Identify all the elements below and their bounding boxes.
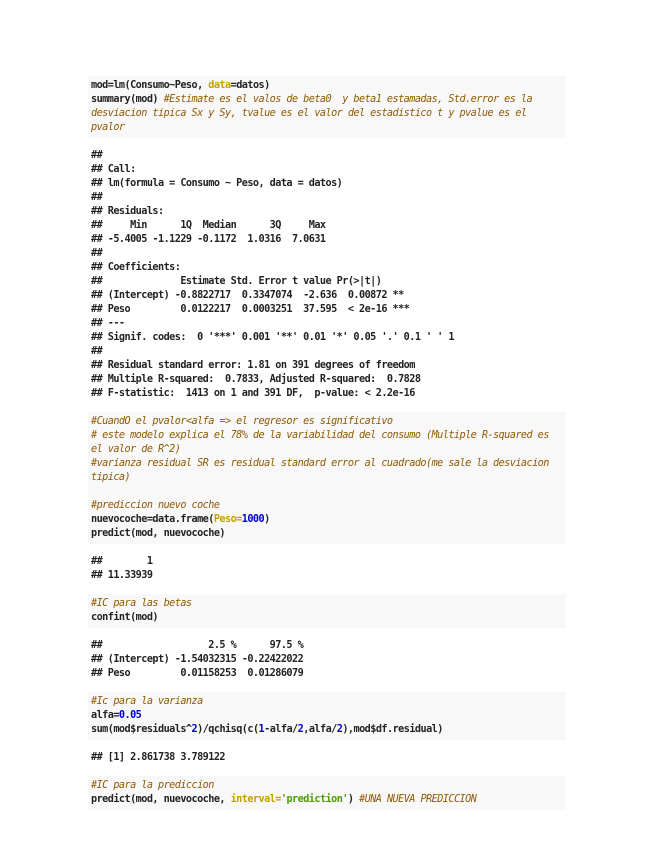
code-block-variance <box>88 692 566 740</box>
code-comment: #CuandO el pvalor<alfa => el regresor es significativo <box>91 416 393 427</box>
output-block-confint <box>88 636 566 684</box>
code-block-prediction <box>88 412 566 544</box>
code-text: ),mod$df.residual) <box>342 724 443 735</box>
code-comment-line <box>91 457 563 485</box>
code-text: ) <box>264 514 270 525</box>
output-line: ## 1 <box>91 556 153 567</box>
code-comment-line <box>91 429 563 457</box>
code-block-model <box>88 76 566 138</box>
code-line <box>91 723 563 737</box>
output-line: ## <box>91 346 103 357</box>
code-text: ) <box>347 794 360 805</box>
code-line <box>91 527 563 541</box>
output-line: ## --- <box>91 318 125 329</box>
code-number: 1000 <box>241 514 265 525</box>
code-comment-line <box>91 695 563 709</box>
output-line: ## (Intercept) -0.8822717 0.3347074 -2.636 0.00872 ** <box>91 290 404 301</box>
code-line <box>91 513 563 527</box>
code-comment-line <box>91 597 563 611</box>
output-line: ## lm(formula = Consumo ~ Peso, data = datos) <box>91 178 343 189</box>
code-comment-line <box>91 779 563 793</box>
output-line: ## Multiple R-squared: 0.7833, Adjusted R-squared: 0.7828 <box>91 374 421 385</box>
code-number: 0.05 <box>118 710 142 721</box>
code-text: predict(mod, nuevocoche, <box>91 794 231 805</box>
output-line: ## Residual standard error: 1.81 on 391 degrees of freedom <box>91 360 415 371</box>
output-line: ## F-statistic: 1413 on 1 and 391 DF, p-value: < 2.2e-16 <box>91 388 415 399</box>
code-comment: #IC para las betas <box>91 598 192 609</box>
code-line <box>91 611 563 625</box>
code-comment: # este modelo explica el 78% de la variabilidad del consumo (Multiple R-squared es el valor de R^2) <box>91 430 555 455</box>
code-number: 1 <box>258 724 265 735</box>
output-line: ## Estimate Std. Error t value Pr(>|t|) <box>91 276 382 287</box>
output-line: ## Call: <box>91 164 136 175</box>
code-comment: #Estimate es el valos de beta0 y beta1 estamadas, Std.error es la desviacion tipica Sx y Sy, tvalue es el valor del estadistico t y pvalue es el pvalor <box>91 94 538 133</box>
code-argument: Peso= <box>213 514 242 525</box>
output-line: ## 11.33939 <box>91 570 153 581</box>
code-text: confint(mod) <box>91 612 159 623</box>
output-line: ## Peso 0.0122217 0.0003251 37.595 < 2e-16 *** <box>91 304 410 315</box>
output-line: ## <box>91 248 103 259</box>
code-comment: #Ic para la varianza <box>91 696 203 707</box>
code-comment-line <box>91 499 563 513</box>
output-line: ## Coefficients: <box>91 262 181 273</box>
blank-line <box>91 485 563 499</box>
code-comment: #IC para la prediccion <box>91 780 214 791</box>
output-block-prediction <box>88 552 566 586</box>
output-line: ## -5.4005 -1.1229 -0.1172 1.0316 7.0631 <box>91 234 326 245</box>
code-number: 2 <box>191 724 198 735</box>
code-argument: data <box>208 80 231 91</box>
output-line: ## Signif. codes: 0 '***' 0.001 '**' 0.01 '*' 0.05 '.' 0.1 ' ' 1 <box>91 332 454 343</box>
output-line: ## (Intercept) -1.54032315 -0.22422022 <box>91 654 304 665</box>
code-text: sum(mod$residuals^ <box>91 724 192 735</box>
output-line: ## 2.5 % 97.5 % <box>91 640 304 651</box>
code-comment: #prediccion nuevo coche <box>91 500 220 511</box>
code-text: =datos) <box>230 80 270 91</box>
output-block-summary <box>88 146 566 404</box>
code-text: nuevocoche=data.frame( <box>91 514 214 525</box>
code-argument: interval= <box>230 794 281 805</box>
output-line: ## Peso 0.01158253 0.01286079 <box>91 668 304 679</box>
code-comment-line <box>91 415 563 429</box>
code-line <box>91 709 563 723</box>
code-comment: #UNA NUEVA PREDICCION <box>359 794 477 805</box>
code-text: summary(mod) <box>91 94 164 105</box>
output-line: ## Min 1Q Median 3Q Max <box>91 220 326 231</box>
code-comment: #varianza residual SR es residual standard error al cuadrado(me sale la desviacion tipica) <box>91 458 555 483</box>
code-block-prediction-interval <box>88 776 566 810</box>
output-line: ## <box>91 192 103 203</box>
code-line <box>91 93 563 135</box>
code-text: mod=lm(Consumo~Peso, <box>91 80 209 91</box>
code-text: predict(mod, nuevocoche) <box>91 528 226 539</box>
output-line: ## Residuals: <box>91 206 164 217</box>
code-number: 2 <box>336 724 343 735</box>
code-text: -alfa/ <box>264 724 298 735</box>
code-string: 'prediction' <box>280 794 348 805</box>
code-block-confint <box>88 594 566 628</box>
code-text: )/qchisq(c( <box>197 724 259 735</box>
document-page <box>88 76 566 818</box>
output-line: ## [1] 2.861738 3.789122 <box>91 752 226 763</box>
output-line: ## <box>91 150 103 161</box>
output-block-variance <box>88 748 566 768</box>
code-number: 2 <box>297 724 304 735</box>
code-text: alfa= <box>91 710 119 721</box>
code-text: ,alfa/ <box>303 724 337 735</box>
code-line <box>91 793 563 807</box>
code-line <box>91 79 563 93</box>
